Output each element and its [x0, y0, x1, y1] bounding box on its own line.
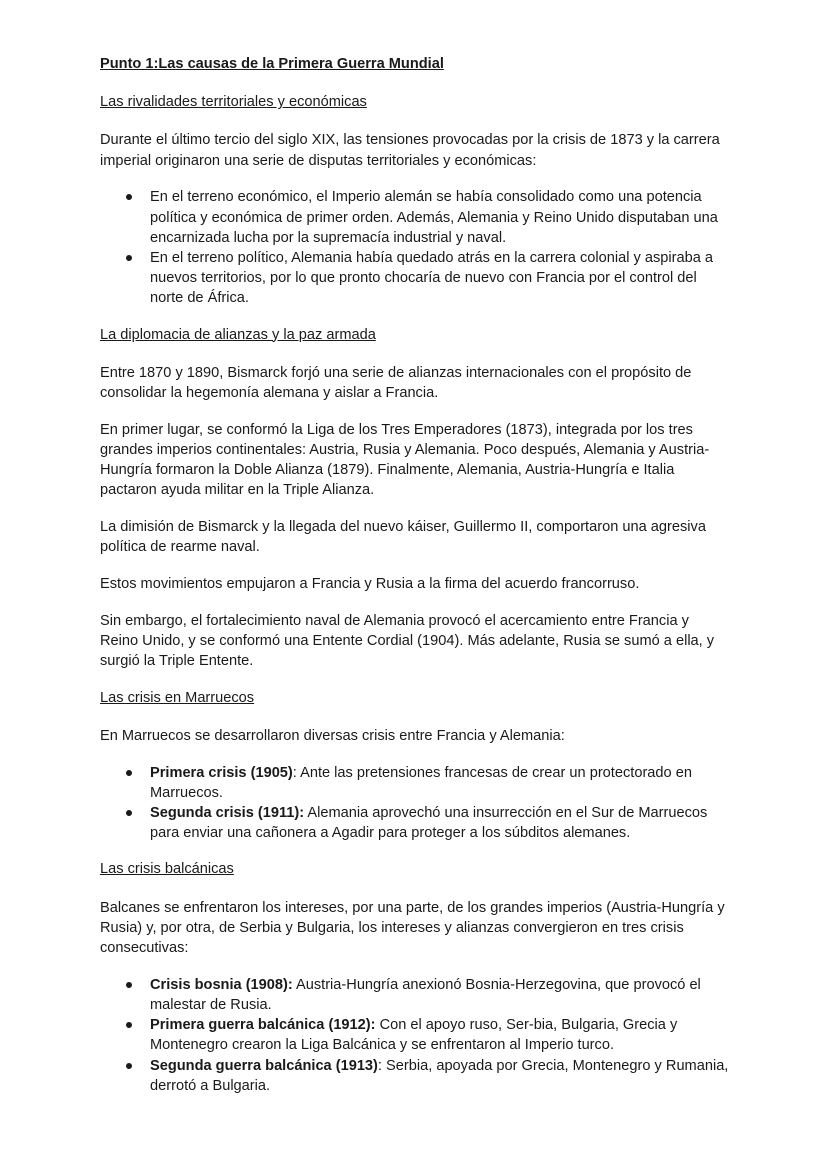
list-item-bold: Primera crisis (1905)	[150, 764, 293, 781]
paragraph: Entre 1870 y 1890, Bismarck forjó una serie de alianzas internacionales con el propósito de consolidar la hegemonía alemana y aislar a Francia.	[100, 364, 692, 401]
list-item-text: Alemania aprovechó una insurrección en el Sur de Marruecos para enviar una cañonera a Agadir para proteger a los súbditos alemanes.	[150, 804, 708, 842]
list-item	[150, 187, 730, 248]
list-item-text: En el terreno económico, el Imperio alemán se había consolidado como una potencia política y económica de primer orden. Además, Alemania y Reino Unido disputaban una encarnizada lucha por la supremacía industrial y naval.	[150, 189, 718, 246]
paragraph: Estos movimientos empujaron a Francia y Rusia a la firma del acuerdo francorruso.	[100, 575, 640, 592]
list-item	[150, 1056, 730, 1096]
bullet-list	[100, 763, 730, 844]
section-heading-diplomacia: La diplomacia de alianzas y la paz armada	[100, 326, 376, 343]
bullet-list	[100, 975, 730, 1096]
paragraph: La dimisión de Bismarck y la llegada del nuevo káiser, Guillermo II, comportaron una agresiva política de rearme naval.	[100, 518, 706, 556]
list-item-text: Con el apoyo ruso, Ser-bia, Bulgaria, Grecia y Montenegro crearon la Liga Balcánica y se enfrentaron al Imperio turco.	[150, 1017, 678, 1054]
list-item	[150, 975, 730, 1015]
section-intro: Balcanes se enfrentaron los intereses, por una parte, de los grandes imperios (Austria-Hungría y Rusia) y, por otra, de Serbia y Bulgaria, los intereses y alianzas convergieron en tres crisis consecutivas:	[100, 899, 725, 956]
section-intro: En Marruecos se desarrollaron diversas crisis entre Francia y Alemania:	[100, 727, 565, 744]
document-title: Punto 1:Las causas de la Primera Guerra Mundial	[100, 56, 444, 72]
list-item-text: : Ante las pretensiones francesas de crear un protectorado en Marruecos.	[150, 764, 692, 801]
list-item	[150, 248, 730, 309]
paragraph: Sin embargo, el fortalecimiento naval de Alemania provocó el acercamiento entre Francia y Reino Unido, y se conformó una Entente Cordial (1904). Más adelante, Rusia se sumó a ella, y surgió la Triple Entente.	[100, 612, 715, 669]
paragraph: En primer lugar, se conformó la Liga de los Tres Emperadores (1873), integrada por los tres grandes imperios continentales: Austria, Rusia y Alemania. Poco después, Alemania y Austria-Hungría formaron la Doble Alianza (1879). Finalmente, Alemania, Austria-Hungría e Italia pactaron ayuda militar en la Triple Alianza.	[100, 421, 710, 499]
list-item-bold: Primera guerra balcánica (1912):	[150, 1017, 376, 1034]
section-heading-marruecos: Las crisis en Marruecos	[100, 689, 255, 706]
list-item-bold: Segunda crisis (1911):	[150, 804, 305, 821]
list-item-text: : Serbia, apoyada por Grecia, Montenegro y Rumania, derrotó a Bulgaria.	[150, 1057, 729, 1094]
list-item-bold: Segunda guerra balcánica (1913)	[150, 1057, 378, 1074]
document-page	[100, 54, 730, 1112]
section-heading-balcanicas: Las crisis balcánicas	[100, 861, 234, 878]
list-item-text: Austria-Hungría anexionó Bosnia-Herzegovina, que provocó el malestar de Rusia.	[150, 976, 701, 1013]
list-item	[150, 763, 730, 803]
list-item-bold: Crisis bosnia (1908):	[150, 976, 293, 993]
list-item	[150, 1015, 730, 1055]
list-item	[150, 803, 730, 843]
section-heading-rivalidades: Las rivalidades territoriales y económicas	[100, 94, 367, 111]
bullet-list	[100, 187, 730, 308]
list-item-text: En el terreno político, Alemania había quedado atrás en la carrera colonial y aspiraba a nuevos territorios, por lo que pronto chocaría de nuevo con Francia por el control del norte de África.	[150, 249, 714, 307]
section-intro: Durante el último tercio del siglo XIX, las tensiones provocadas por la crisis de 1873 y la carrera imperial originaron una serie de disputas territoriales y económicas:	[100, 132, 720, 169]
